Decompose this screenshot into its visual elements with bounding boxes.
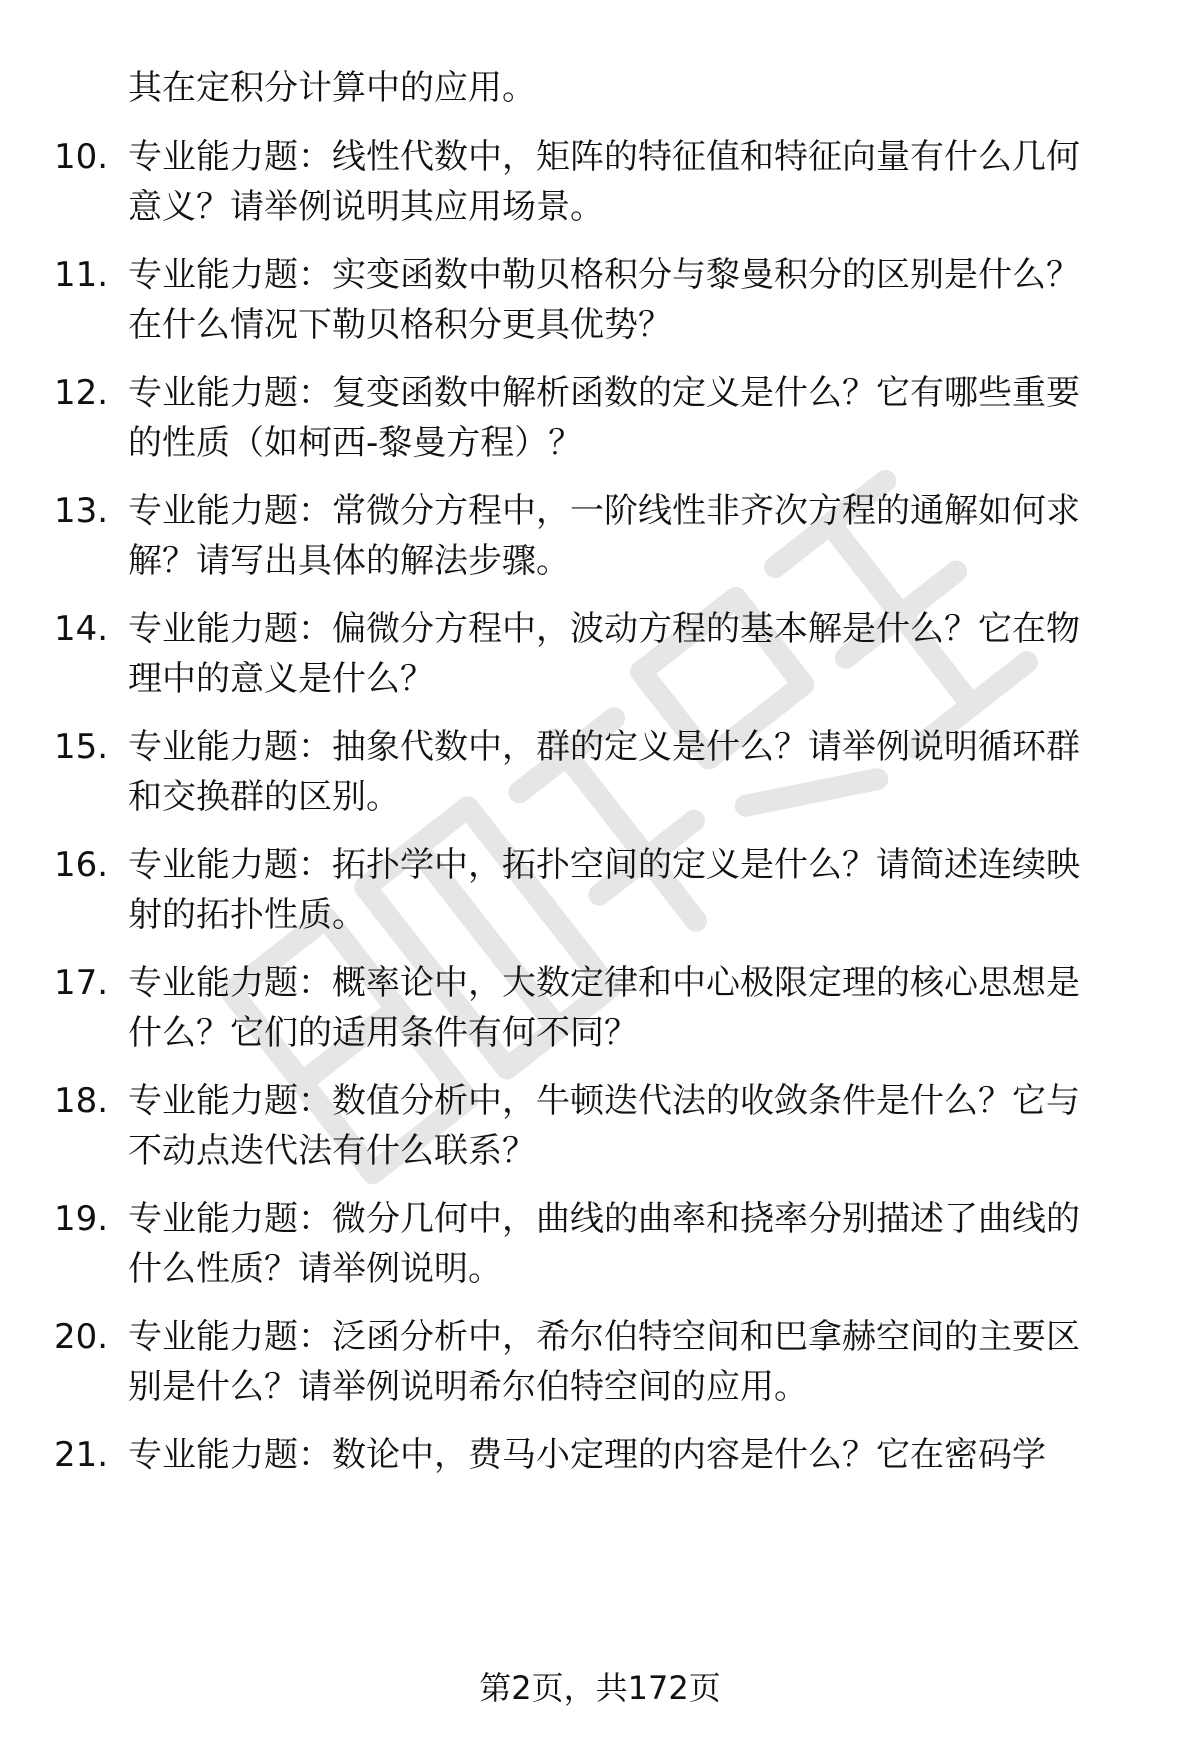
item-text-line-1: 专业能力题：常微分方程中，一阶线性非齐次方程的通解如何求 <box>128 491 1080 531</box>
item-text-line-1: 专业能力题：数值分析中，牛顿迭代法的收敛条件是什么？它与 <box>128 1081 1080 1121</box>
item-text-line-2: 解？请写出具体的解法步骤。 <box>128 541 570 581</box>
item-text-line-2: 射的拓扑性质。 <box>128 895 366 935</box>
item-number: 19. <box>54 1199 109 1239</box>
item-text-line-1: 专业能力题：微分几何中，曲线的曲率和挠率分别描述了曲线的 <box>128 1199 1080 1239</box>
item-text-line-2: 在什么情况下勒贝格积分更具优势？ <box>128 305 672 345</box>
item-number: 21. <box>54 1435 109 1475</box>
item-text-line-2: 什么性质？请举例说明。 <box>128 1249 502 1289</box>
item-number: 17. <box>54 963 109 1003</box>
item-text-line-1: 专业能力题：线性代数中，矩阵的特征值和特征向量有什么几何 <box>128 137 1080 177</box>
item-text-line-2: 的性质（如柯西-黎曼方程）？ <box>128 423 583 463</box>
item-text-line-2: 和交换群的区别。 <box>128 777 400 817</box>
item-text-line-1: 专业能力题：偏微分方程中，波动方程的基本解是什么？它在物 <box>128 609 1080 649</box>
item-text-line-2: 别是什么？请举例说明希尔伯特空间的应用。 <box>128 1367 808 1407</box>
item-number: 11. <box>54 255 109 295</box>
item-number: 14. <box>54 609 109 649</box>
item-text-line-1: 专业能力题：拓扑学中，拓扑空间的定义是什么？请简述连续映 <box>128 845 1080 885</box>
item-number: 12. <box>54 373 109 413</box>
item-number: 16. <box>54 845 109 885</box>
item-text-line-2: 理中的意义是什么？ <box>128 659 434 699</box>
item-text-line-1: 专业能力题：抽象代数中，群的定义是什么？请举例说明循环群 <box>128 727 1080 767</box>
item-text-line-2: 什么？它们的适用条件有何不同？ <box>128 1013 638 1053</box>
item-text-line-1: 专业能力题：概率论中，大数定律和中心极限定理的核心思想是 <box>128 963 1080 1003</box>
continuation-text: 其在定积分计算中的应用。 <box>128 68 536 108</box>
item-text-line-1: 专业能力题：泛函分析中，希尔伯特空间和巴拿赫空间的主要区 <box>128 1317 1080 1357</box>
item-number: 13. <box>54 491 109 531</box>
item-number: 10. <box>54 137 109 177</box>
page-footer: 第2页，共172页 <box>479 1669 721 1707</box>
item-text-line-2: 意义？请举例说明其应用场景。 <box>128 187 604 227</box>
item-number: 15. <box>54 727 109 767</box>
item-text-line-1: 专业能力题：复变函数中解析函数的定义是什么？它有哪些重要 <box>128 373 1080 413</box>
item-number: 18. <box>54 1081 109 1121</box>
item-text-line-1: 专业能力题：数论中，费马小定理的内容是什么？它在密码学 <box>128 1435 1046 1475</box>
item-text-line-1: 专业能力题：实变函数中勒贝格积分与黎曼积分的区别是什么？ <box>128 255 1080 295</box>
item-text-line-2: 不动点迭代法有什么联系？ <box>128 1131 536 1171</box>
item-number: 20. <box>54 1317 109 1357</box>
